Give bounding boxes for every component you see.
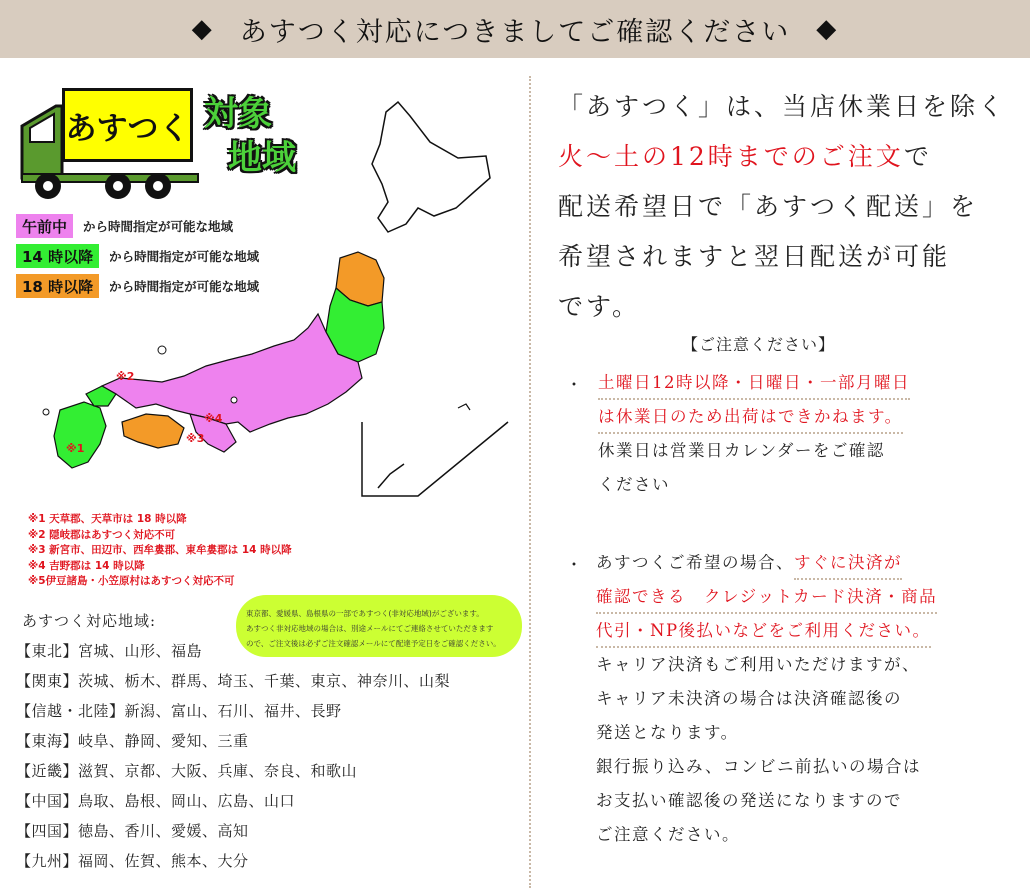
map-notes [28, 512, 292, 590]
note-line: あすつく非対応地域の場合は、別途メールにてご連絡させていただきます [246, 623, 494, 633]
diamond-icon: ◆ [191, 14, 214, 44]
japan-map [38, 92, 518, 512]
intro-text [558, 82, 1006, 332]
legend-row-morning [16, 214, 233, 238]
bullet2-line: 発送となります。 [596, 723, 739, 742]
intro-line: 配送希望日で「あすつく配送」を [558, 192, 979, 221]
region-item: 【信越・北陸】新潟、富山、石川、福井、長野 [16, 702, 342, 720]
target-line2: 地域 [228, 138, 296, 178]
bullet2-red: すぐに決済が [794, 548, 902, 580]
target-line1: 対象 [204, 94, 272, 134]
bullet2-red-line: 確認できる クレジットカード決済・商品 [596, 582, 937, 614]
bullet2-line: キャリア未決済の場合は決済確認後の [596, 689, 902, 708]
bullet1-line: 休業日は営業日カレンダーをご確認 [598, 441, 885, 460]
map-mark-2: ※2 [116, 370, 135, 383]
header-banner [0, 0, 1030, 58]
region-item: 【東海】岐阜、静岡、愛知、三重 [16, 732, 249, 750]
caution-bullet-2 [596, 546, 937, 852]
region-item: 【近畿】滋賀、京都、大阪、兵庫、奈良、和歌山 [16, 762, 358, 780]
legend-tag: 14 時以降 [16, 244, 99, 268]
region-item: 【九州】福岡、佐賀、熊本、大分 [16, 852, 249, 870]
bullet2-text: あすつくご希望の場合、 [596, 553, 794, 572]
caution-bullet-1 [598, 366, 910, 502]
bullet2-red-line: 代引・NP後払いなどをご利用ください。 [596, 616, 931, 648]
legend-tag: 18 時以降 [16, 274, 99, 298]
map-hokkaido [372, 102, 490, 232]
banner-title: あすつく対応につきましてご確認ください [239, 16, 791, 48]
map-honshu [102, 314, 362, 432]
bullet1-red-line: 土曜日12時以降・日曜日・一部月曜日 [598, 368, 910, 400]
note-line: 東京都、愛媛県、島根県の一部であすつく(非対応地域)がございます。 [246, 608, 484, 618]
caution-heading: 【ご注意ください】 [682, 335, 836, 354]
legend-text: から時間指定が可能な地域 [109, 249, 260, 264]
map-inset-frame [362, 422, 508, 496]
note-item: ※4 吉野郡は 14 時以降 [28, 559, 145, 572]
intro-line: です。 [558, 292, 641, 321]
map-mark-1: ※1 [66, 442, 85, 455]
map-mark-3: ※3 [186, 432, 205, 445]
intro-line: 希望されますと翌日配送が可能 [558, 242, 951, 271]
region-list [16, 640, 450, 880]
bullet-mark: ・ [566, 375, 583, 394]
bullet1-red-line: は休業日のため出荷はできかねます。 [598, 402, 903, 434]
note-item: ※1 天草郡、天草市は 18 時以降 [28, 513, 187, 525]
column-divider [529, 76, 531, 888]
bullet2-line: キャリア決済もご利用いただけますが、 [596, 655, 920, 674]
note-item: ※3 新宮市、田辺市、西牟婁郡、東牟婁郡は 14 時以降 [28, 544, 292, 556]
bullet2-line: お支払い確認後の発送になりますので [596, 791, 902, 810]
region-item: 【関東】茨城、栃木、群馬、埼玉、千葉、東京、神奈川、山梨 [16, 672, 451, 690]
legend-row-18 [16, 274, 259, 298]
legend-tag: 午前中 [16, 214, 73, 238]
region-item: 【中国】鳥取、島根、岡山、広島、山口 [16, 792, 296, 810]
legend-text: から時間指定が可能な地域 [109, 279, 260, 294]
note-line: ので、ご注文後は必ずご注文確認メールにて配達予定日をご確認ください。 [246, 638, 501, 648]
region-heading: あすつく対応地域: [22, 612, 157, 630]
bullet2-line: ご注意ください。 [596, 825, 740, 844]
bullet1-line: ください [598, 475, 670, 494]
map-shikoku [122, 414, 184, 448]
note-item: ※2 隠岐郡はあすつく対応不可 [28, 528, 176, 541]
diamond-icon: ◆ [816, 14, 839, 44]
legend-text: から時間指定が可能な地域 [83, 219, 234, 234]
asutsuku-truck-label: あすつく [62, 88, 193, 162]
legend-row-14 [16, 244, 259, 268]
intro-line [558, 132, 1006, 182]
bullet-mark: ・ [566, 555, 583, 574]
map-kyushu [54, 402, 106, 468]
region-item: 【東北】宮城、山形、福島 [16, 642, 203, 660]
bullet2-line: 銀行振り込み、コンビニ前払いの場合は [596, 757, 921, 776]
region-item: 【四国】徳島、香川、愛媛、高知 [16, 822, 249, 840]
note-item: ※5伊豆諸島・小笠原村はあすつく対応不可 [28, 575, 235, 587]
intro-line: 「あすつく」は、当店休業日を除く [558, 92, 1007, 121]
intro-highlight: 火〜土の12時までのご注文 [558, 142, 904, 171]
intro-line-rest: で [903, 142, 932, 171]
map-mark-4: ※4 [204, 412, 223, 425]
